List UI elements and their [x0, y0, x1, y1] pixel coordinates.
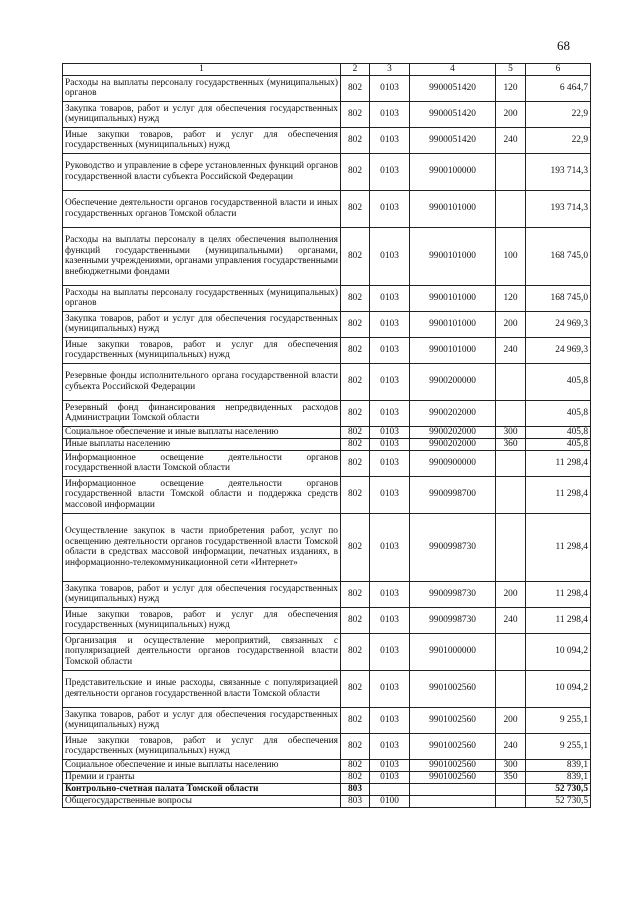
row-ministry-code: 802	[341, 426, 370, 438]
budget-table	[62, 63, 591, 808]
row-description: Контрольно-счетная палата Томской области	[63, 783, 341, 795]
table-row	[63, 759, 591, 771]
row-section-code: 0103	[370, 633, 410, 670]
row-description: Информационное освещение деятельности органов государственной власти Томской области	[63, 450, 341, 476]
row-section-code	[370, 783, 410, 795]
row-expense-type	[496, 783, 526, 795]
table-row	[63, 733, 591, 759]
row-target-code: 9900998730	[410, 581, 496, 607]
row-amount: 52 730,5	[526, 783, 591, 795]
row-description: Закупка товаров, работ и услуг для обеспечения государственных (муниципальных) нужд	[63, 707, 341, 733]
page-number: 68	[557, 38, 570, 53]
table-row	[63, 513, 591, 581]
row-expense-type	[496, 670, 526, 707]
row-expense-type: 350	[496, 771, 526, 783]
row-description: Расходы на выплаты персоналу в целях обеспечения выполнения функций государственными (муниципальными) органами, казенными учреждениями, органами управления государственными внебюджетными фондами	[63, 227, 341, 285]
header-cell-6: 6	[526, 64, 591, 76]
row-ministry-code: 802	[341, 670, 370, 707]
header-cell-2: 2	[341, 64, 370, 76]
row-description: Иные закупки товаров, работ и услуг для обеспечения государственных (муниципальных) нужд	[63, 337, 341, 363]
table-row	[63, 771, 591, 783]
row-section-code: 0103	[370, 513, 410, 581]
table-row	[63, 127, 591, 153]
row-amount: 11 298,4	[526, 450, 591, 476]
row-target-code: 9901002560	[410, 707, 496, 733]
row-amount: 24 969,3	[526, 337, 591, 363]
row-expense-type: 200	[496, 311, 526, 337]
row-ministry-code: 802	[341, 101, 370, 127]
header-cell-1: 1	[63, 64, 341, 76]
row-target-code: 9901000000	[410, 633, 496, 670]
row-description: Премии и гранты	[63, 771, 341, 783]
row-section-code: 0103	[370, 337, 410, 363]
row-expense-type	[496, 363, 526, 400]
row-expense-type: 240	[496, 733, 526, 759]
row-amount: 168 745,0	[526, 227, 591, 285]
row-ministry-code: 802	[341, 771, 370, 783]
row-amount: 9 255,1	[526, 707, 591, 733]
row-ministry-code: 802	[341, 75, 370, 101]
row-amount: 11 298,4	[526, 581, 591, 607]
row-description: Обеспечение деятельности органов государственной власти и иных государственных органов Томской области	[63, 190, 341, 227]
row-description: Руководство и управление в сфере установленных функций органов государственной власти субъекта Российской Федерации	[63, 153, 341, 190]
row-description: Представительские и иные расходы, связанные с популяризацией деятельности органов государственной власти Томской области	[63, 670, 341, 707]
row-expense-type: 300	[496, 426, 526, 438]
row-section-code: 0103	[370, 75, 410, 101]
table-row	[63, 75, 591, 101]
row-target-code: 9901002560	[410, 771, 496, 783]
row-expense-type: 200	[496, 581, 526, 607]
row-target-code: 9900998730	[410, 513, 496, 581]
row-description: Информационное освещение деятельности органов государственной власти Томской области и поддержка средств массовой информации	[63, 476, 341, 513]
table-row	[63, 438, 591, 450]
row-target-code: 9900100000	[410, 153, 496, 190]
row-target-code: 9900998700	[410, 476, 496, 513]
row-amount: 405,8	[526, 438, 591, 450]
row-target-code	[410, 795, 496, 807]
row-amount: 24 969,3	[526, 311, 591, 337]
header-cell-5: 5	[496, 64, 526, 76]
row-expense-type: 240	[496, 607, 526, 633]
row-amount: 22,9	[526, 127, 591, 153]
row-ministry-code: 802	[341, 633, 370, 670]
table-row	[63, 190, 591, 227]
row-target-code: 9900101000	[410, 285, 496, 311]
row-ministry-code: 802	[341, 733, 370, 759]
table-row	[63, 633, 591, 670]
row-expense-type: 120	[496, 285, 526, 311]
row-amount: 10 094,2	[526, 670, 591, 707]
row-ministry-code: 802	[341, 513, 370, 581]
row-ministry-code: 802	[341, 337, 370, 363]
row-expense-type	[496, 450, 526, 476]
row-section-code: 0103	[370, 450, 410, 476]
row-amount: 52 730,5	[526, 795, 591, 807]
row-target-code: 9901002560	[410, 733, 496, 759]
row-description: Расходы на выплаты персоналу государственных (муниципальных) органов	[63, 285, 341, 311]
row-ministry-code: 802	[341, 285, 370, 311]
row-section-code: 0103	[370, 759, 410, 771]
row-section-code: 0103	[370, 400, 410, 426]
row-target-code: 9901002560	[410, 670, 496, 707]
row-amount: 9 255,1	[526, 733, 591, 759]
table-row	[63, 285, 591, 311]
row-section-code: 0103	[370, 771, 410, 783]
row-expense-type	[496, 400, 526, 426]
row-description: Организация и осуществление мероприятий, связанных с популяризацией деятельности органов государственной власти Томской области	[63, 633, 341, 670]
row-expense-type: 120	[496, 75, 526, 101]
row-ministry-code: 802	[341, 707, 370, 733]
row-section-code: 0103	[370, 285, 410, 311]
row-ministry-code: 803	[341, 783, 370, 795]
row-description: Социальное обеспечение и иные выплаты населению	[63, 426, 341, 438]
table-row	[63, 400, 591, 426]
row-target-code	[410, 783, 496, 795]
table-row	[63, 426, 591, 438]
row-section-code: 0103	[370, 190, 410, 227]
row-section-code: 0103	[370, 670, 410, 707]
row-ministry-code: 802	[341, 759, 370, 771]
table-row	[63, 450, 591, 476]
row-amount: 22,9	[526, 101, 591, 127]
row-description: Закупка товаров, работ и услуг для обеспечения государственных (муниципальных) нужд	[63, 101, 341, 127]
row-description: Резервный фонд финансирования непредвиденных расходов Администрации Томской области	[63, 400, 341, 426]
row-ministry-code: 802	[341, 227, 370, 285]
row-target-code: 9900051420	[410, 101, 496, 127]
row-amount: 11 298,4	[526, 607, 591, 633]
row-section-code: 0103	[370, 426, 410, 438]
row-amount: 11 298,4	[526, 513, 591, 581]
table-row	[63, 311, 591, 337]
row-ministry-code: 802	[341, 400, 370, 426]
row-description: Социальное обеспечение и иные выплаты населению	[63, 759, 341, 771]
row-target-code: 9900101000	[410, 227, 496, 285]
row-expense-type: 200	[496, 101, 526, 127]
table-row	[63, 476, 591, 513]
row-target-code: 9900900000	[410, 450, 496, 476]
row-ministry-code: 803	[341, 795, 370, 807]
row-section-code: 0103	[370, 733, 410, 759]
row-section-code: 0103	[370, 476, 410, 513]
table-row	[63, 707, 591, 733]
row-section-code: 0103	[370, 227, 410, 285]
row-description: Осуществление закупок в части приобретения работ, услуг по освещению деятельности органов государственной власти Томской области в средствах массовой информации, печатных изданиях, в информационно-телекоммуникационной сети «Интернет»	[63, 513, 341, 581]
row-amount: 839,1	[526, 759, 591, 771]
row-description: Иные выплаты населению	[63, 438, 341, 450]
row-description: Иные закупки товаров, работ и услуг для обеспечения государственных (муниципальных) нужд	[63, 733, 341, 759]
table-row	[63, 783, 591, 795]
row-ministry-code: 802	[341, 607, 370, 633]
row-expense-type	[496, 513, 526, 581]
table-row	[63, 795, 591, 807]
row-expense-type	[496, 190, 526, 227]
row-section-code: 0100	[370, 795, 410, 807]
table-row	[63, 607, 591, 633]
row-section-code: 0103	[370, 311, 410, 337]
row-ministry-code: 802	[341, 476, 370, 513]
row-target-code: 9901002560	[410, 759, 496, 771]
row-section-code: 0103	[370, 707, 410, 733]
row-amount: 11 298,4	[526, 476, 591, 513]
row-target-code: 9900101000	[410, 337, 496, 363]
row-ministry-code: 802	[341, 581, 370, 607]
header-cell-4: 4	[410, 64, 496, 76]
row-section-code: 0103	[370, 607, 410, 633]
row-amount: 839,1	[526, 771, 591, 783]
row-target-code: 9900101000	[410, 311, 496, 337]
row-description: Иные закупки товаров, работ и услуг для обеспечения государственных (муниципальных) нужд	[63, 607, 341, 633]
row-description: Общегосударственные вопросы	[63, 795, 341, 807]
table-row	[63, 337, 591, 363]
row-expense-type	[496, 633, 526, 670]
row-expense-type: 300	[496, 759, 526, 771]
row-description: Иные закупки товаров, работ и услуг для обеспечения государственных (муниципальных) нужд	[63, 127, 341, 153]
row-amount: 405,8	[526, 363, 591, 400]
row-ministry-code: 802	[341, 363, 370, 400]
row-section-code: 0103	[370, 127, 410, 153]
row-section-code: 0103	[370, 363, 410, 400]
row-target-code: 9900101000	[410, 190, 496, 227]
row-description: Закупка товаров, работ и услуг для обеспечения государственных (муниципальных) нужд	[63, 581, 341, 607]
row-ministry-code: 802	[341, 438, 370, 450]
row-expense-type	[496, 476, 526, 513]
row-expense-type: 360	[496, 438, 526, 450]
row-target-code: 9900998730	[410, 607, 496, 633]
row-expense-type: 240	[496, 127, 526, 153]
row-section-code: 0103	[370, 101, 410, 127]
row-amount: 405,8	[526, 426, 591, 438]
row-expense-type	[496, 153, 526, 190]
row-ministry-code: 802	[341, 450, 370, 476]
row-target-code: 9900202000	[410, 438, 496, 450]
row-description: Резервные фонды исполнительного органа государственной власти субъекта Российской Федерации	[63, 363, 341, 400]
row-target-code: 9900200000	[410, 363, 496, 400]
row-amount: 6 464,7	[526, 75, 591, 101]
header-cell-3: 3	[370, 64, 410, 76]
row-expense-type: 100	[496, 227, 526, 285]
table-row	[63, 581, 591, 607]
row-amount: 10 094,2	[526, 633, 591, 670]
row-ministry-code: 802	[341, 311, 370, 337]
row-description: Расходы на выплаты персоналу государственных (муниципальных) органов	[63, 75, 341, 101]
row-target-code: 9900202000	[410, 426, 496, 438]
row-section-code: 0103	[370, 581, 410, 607]
table-row	[63, 227, 591, 285]
table-header-row	[63, 64, 591, 76]
row-expense-type: 200	[496, 707, 526, 733]
row-expense-type: 240	[496, 337, 526, 363]
row-section-code: 0103	[370, 153, 410, 190]
row-ministry-code: 802	[341, 127, 370, 153]
row-section-code: 0103	[370, 438, 410, 450]
row-ministry-code: 802	[341, 190, 370, 227]
table-row	[63, 670, 591, 707]
row-amount: 405,8	[526, 400, 591, 426]
row-ministry-code: 802	[341, 153, 370, 190]
row-expense-type	[496, 795, 526, 807]
row-target-code: 9900051420	[410, 75, 496, 101]
row-target-code: 9900051420	[410, 127, 496, 153]
table-row	[63, 153, 591, 190]
row-description: Закупка товаров, работ и услуг для обеспечения государственных (муниципальных) нужд	[63, 311, 341, 337]
table-row	[63, 363, 591, 400]
row-amount: 193 714,3	[526, 153, 591, 190]
row-target-code: 9900202000	[410, 400, 496, 426]
row-amount: 168 745,0	[526, 285, 591, 311]
row-amount: 193 714,3	[526, 190, 591, 227]
table-row	[63, 101, 591, 127]
